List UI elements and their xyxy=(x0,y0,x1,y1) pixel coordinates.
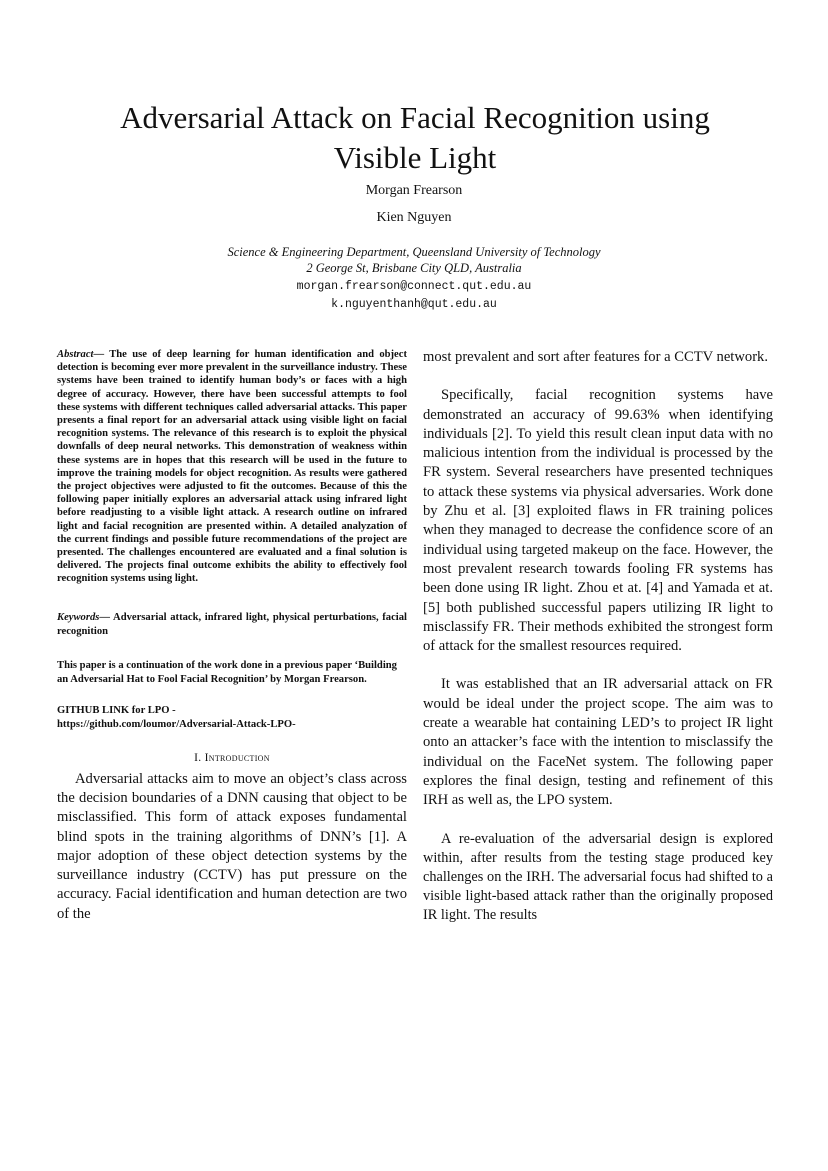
keywords xyxy=(57,611,407,639)
continuation-note: This paper is a continuation of the work done in a previous paper ‘Building an Adversarial Hat to Fool Facial Recognition’ by Morgan Frearson. xyxy=(57,659,397,685)
keywords-dash: — xyxy=(99,611,114,623)
affiliation-line: 2 George St, Brisbane City QLD, Australia xyxy=(306,261,522,275)
body-paragraph: A re-evaluation of the adversarial design is explored within, after results from the testing stage produced key challenges on the IRH. The adversarial focus had shifted to a visible light-based attack rather than the originally proposed IR light. The results xyxy=(423,830,773,923)
author-name: Morgan Frearson xyxy=(365,183,463,198)
affiliation-line: Science & Engineering Department, Queensland University of Technology xyxy=(227,245,601,259)
author-name: Kien Nguyen xyxy=(376,210,452,225)
keywords-text: Adversarial attack, infrared light, physical perturbations, facial recognition xyxy=(57,611,407,637)
abstract-label: Abstract xyxy=(57,349,94,360)
author-email: morgan.frearson@connect.qut.edu.au xyxy=(296,280,532,293)
author-email: k.nguyenthanh@qut.edu.au xyxy=(331,298,497,311)
left-column xyxy=(57,348,407,924)
body-paragraph: It was established that an IR adversarial attack on FR would be ideal under the project scope. The aim was to create a wearable hat containing LED’s to project IR light onto an attacker’s face with the intention to misclassify the individual on the FaceNet system. The following paper explores the final design, testing and refinement of this IRH as well as, the LPO system. xyxy=(423,676,773,809)
title-line-2: Visible Light xyxy=(333,140,497,175)
abstract-text: The use of deep learning for human identification and object detection is becoming ever more prevalent in the surveillance industry. These systems have been trained to identify human body’s or faces with a high degree of accuracy. However, there have been successful attempts to fool these systems with different techniques called adversarial attacks. This paper presents a final report for an adversarial attack using visible light on facial recognition systems. The relevance of this research is to exploit the physical downfalls of deep neural networks. This demonstration of weakness within these systems are in hopes that this research will be used in the future to improve the training models for object recognition. As results were gathered the project objectives were adjusted to fit the outcomes. Because of this the following paper initially explores an adversarial attack using infrared light before readjusting to a visible light attack. A research outline on infrared light and facial recognition are presented within. A detailed analyzation of the current findings and possible future recommendations of the project are presented. The challenges encountered are evaluated and a final solution is delivered. The projects final outcome exhibits the ability to effectively fool recognition systems using light. xyxy=(57,349,407,585)
body-paragraph: Adversarial attacks aim to move an object’s class across the decision boundaries of a DNN causing that object to be misclassified. This form of attack exposes fundamental blind spots in the training algorithms of DNN’s [1]. A major adoption of these object detection systems by the surveillance industry (CCTV) has put pressure on the accuracy. Facial identification and human detection are two of the xyxy=(57,770,407,922)
github-label: GITHUB LINK for LPO - xyxy=(57,704,176,716)
abstract-dash: — xyxy=(93,349,110,360)
github-link-block xyxy=(57,704,407,732)
body-paragraph: most prevalent and sort after features for a CCTV network. xyxy=(423,349,769,365)
paper-title xyxy=(60,98,770,178)
right-column xyxy=(423,348,773,925)
keywords-label: Keywords xyxy=(57,611,100,623)
abstract xyxy=(57,348,407,586)
body-paragraph: Specifically, facial recognition systems have demonstrated an accuracy of 99.63% when identifying individuals [2]. To yield this result clean input data with no malicious intention from the individual is processed by the FR system. Several researchers have presented techniques to attack these systems via physical adversaries. Work done by Zhu et al. [3] exploited flaws in FR training polices when they managed to decrease the confidence score of an individual using targeted makeup on the face. However, the most prevalent research towards fooling FR systems has been done using IR light. Zhou et at. [4] and Yamada et at. [5] both published successful papers utilizing IR light to misclassify FR. Their methods exhibited the strongest form of attack for the smallest resources required. xyxy=(423,387,773,655)
github-url[interactable]: https://github.com/loumor/Adversarial-Attack-LPO- xyxy=(57,718,296,730)
section-heading-introduction: I. Introduction xyxy=(194,751,270,764)
affiliation xyxy=(0,244,828,276)
title-line-1: Adversarial Attack on Facial Recognition using xyxy=(120,100,710,135)
